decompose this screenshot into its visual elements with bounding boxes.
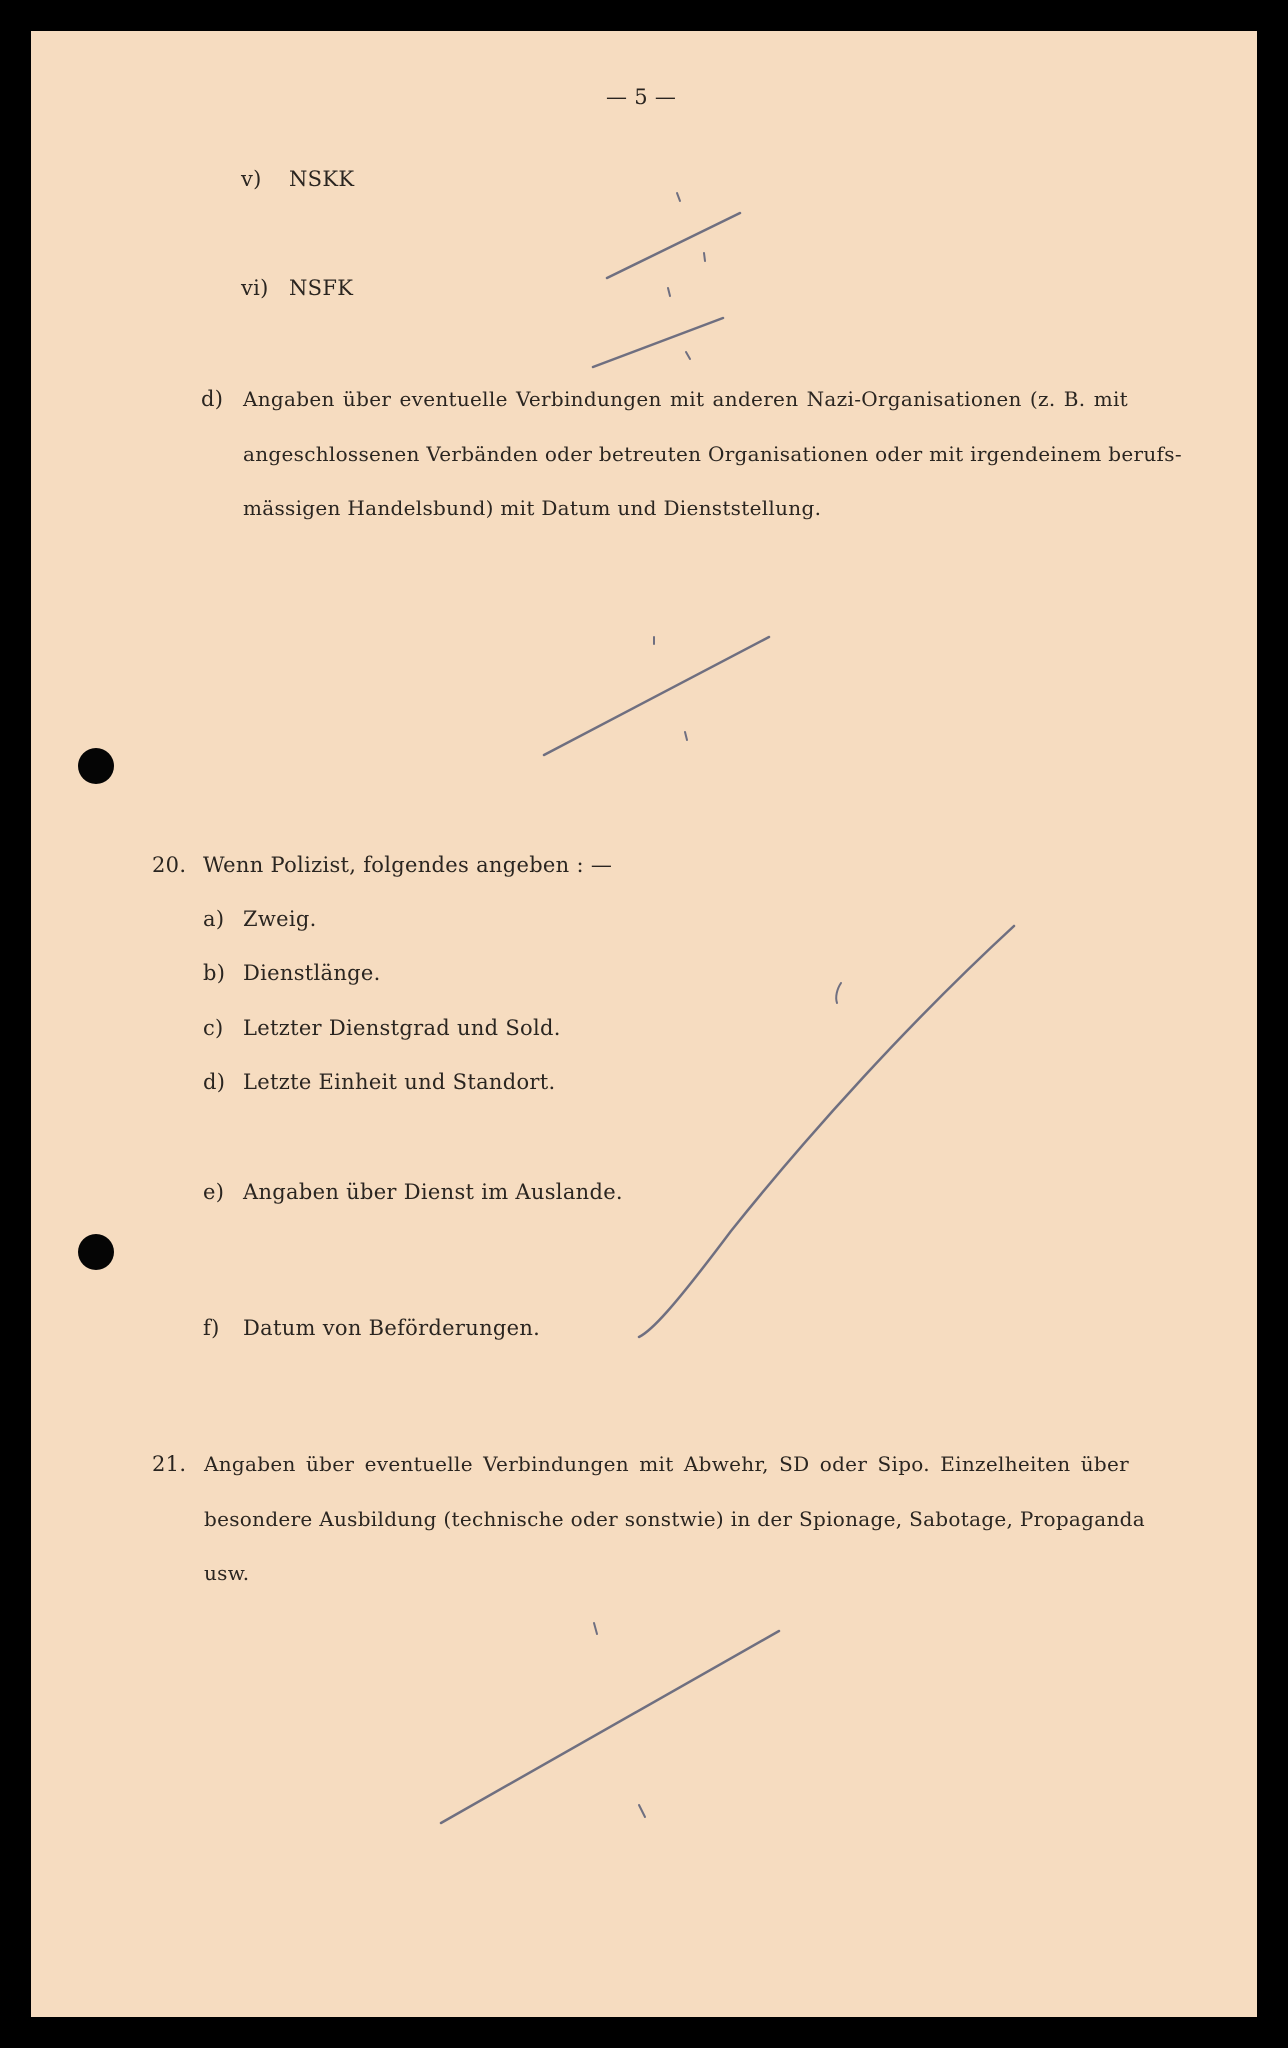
q20-f-label: f)	[203, 1316, 220, 1340]
item-d-line3: mässigen Handelsbund) mit Datum und Dienststellung.	[243, 496, 822, 520]
q21-line3: usw.	[204, 1561, 250, 1585]
q20-a-label: a)	[203, 907, 225, 931]
q20-b-label: b)	[203, 961, 226, 985]
q20-b-text: Dienstlänge.	[243, 961, 381, 985]
q20-a-text: Zweig.	[243, 907, 317, 931]
q20-d-text: Letzte Einheit und Standort.	[243, 1070, 556, 1094]
pencil-dash-d	[544, 637, 769, 755]
item-vi-text: NSFK	[289, 276, 354, 300]
pencil-dash-vi	[593, 318, 723, 367]
q20-title: Wenn Polizist, folgendes angeben : —	[203, 853, 613, 877]
item-d-line2: angeschlossenen Verbänden oder betreuten Organisationen oder mit irgendeinem berufs-	[243, 442, 1182, 466]
item-v-text: NSKK	[289, 167, 355, 191]
page-number: — 5 —	[606, 85, 677, 109]
item-d-label: d)	[201, 387, 224, 411]
q20-c-label: c)	[203, 1016, 224, 1040]
q21-line1: Angaben über eventuelle Verbindungen mit Abwehr, SD oder Sipo. Einzelheiten über	[204, 1452, 1129, 1476]
pencil-dash-v	[607, 213, 740, 278]
q20-d-label: d)	[203, 1070, 226, 1094]
q20-e-text: Angaben über Dienst im Auslande.	[243, 1180, 623, 1204]
item-d-line1: Angaben über eventuelle Verbindungen mit anderen Nazi-Organisationen (z. B. mit	[243, 387, 1128, 411]
q20-e-label: e)	[203, 1180, 225, 1204]
q21-line2: besondere Ausbildung (technische oder sonstwie) in der Spionage, Sabotage, Propaganda	[204, 1507, 1145, 1531]
q20-f-text: Datum von Beförderungen.	[243, 1316, 541, 1340]
q20-c-text: Letzter Dienstgrad und Sold.	[243, 1016, 561, 1040]
pencil-dash-q20	[639, 926, 1014, 1337]
document-page	[31, 31, 1257, 2017]
item-v-label: v)	[241, 167, 262, 191]
item-vi-label: vi)	[241, 276, 269, 300]
pencil-marks	[31, 31, 1257, 2017]
pencil-dash-q21	[441, 1631, 779, 1823]
q20-number: 20.	[152, 853, 187, 877]
q21-number: 21.	[152, 1452, 187, 1476]
